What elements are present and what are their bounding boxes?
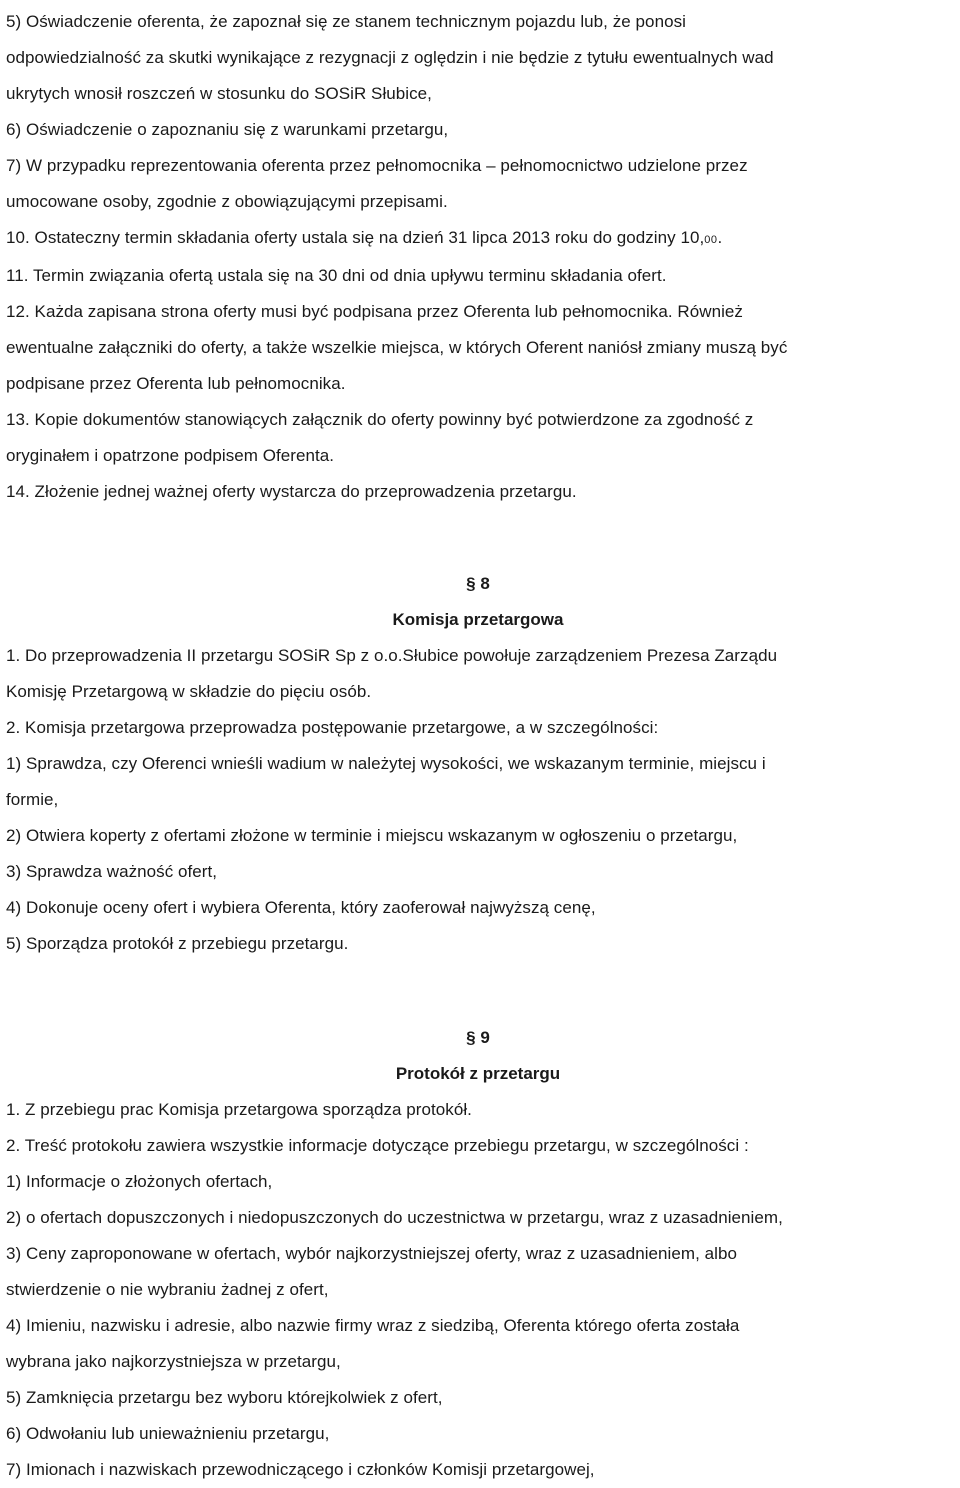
section-title: Komisja przetargowa xyxy=(392,610,564,629)
section-title: Protokół z przetargu xyxy=(395,1064,561,1083)
paragraph-line: wybrana jako najkorzystniejsza w przetargu, xyxy=(6,1352,341,1371)
paragraph-line: 3) Sprawdza ważność ofert, xyxy=(6,862,218,881)
paragraph-line: 1. Z przebiegu prac Komisja przetargowa sporządza protokół. xyxy=(6,1100,472,1119)
paragraph-line: Komisję Przetargową w składzie do pięciu osób. xyxy=(6,682,372,701)
paragraph-line: 3) Ceny zaproponowane w ofertach, wybór najkorzystniejszej oferty, wraz z uzasadnieniem, albo xyxy=(6,1244,737,1263)
paragraph-line: 12. Każda zapisana strona oferty musi być podpisana przez Oferenta lub pełnomocnika. Również xyxy=(6,302,743,321)
paragraph-line: ukrytych wnosił roszczeń w stosunku do SOSiR Słubice, xyxy=(6,84,432,103)
paragraph-line: odpowiedzialność za skutki wynikające z rezygnacji z oględzin i nie będzie z tytułu ewentualnych wad xyxy=(6,48,774,67)
paragraph-line: 1) Sprawdza, czy Oferenci wnieśli wadium w należytej wysokości, we wskazanym terminie, miejscu i xyxy=(6,754,766,773)
paragraph-line: 14. Złożenie jednej ważnej oferty wystarcza do przeprowadzenia przetargu. xyxy=(6,482,577,501)
paragraph-line: 13. Kopie dokumentów stanowiących załącznik do oferty powinny być potwierdzone za zgodność z xyxy=(6,410,754,429)
paragraph-line: 11. Termin związania ofertą ustala się na 30 dni od dnia upływu terminu składania ofert. xyxy=(6,266,667,285)
paragraph-line: formie, xyxy=(6,790,59,809)
paragraph-line: 6) Odwołaniu lub unieważnieniu przetargu, xyxy=(6,1424,330,1443)
paragraph-line: 1. Do przeprowadzenia II przetargu SOSiR Sp z o.o.Słubice powołuje zarządzeniem Prezesa Zarządu xyxy=(6,646,778,665)
section-spacer xyxy=(6,510,956,566)
paragraph-line: umocowane osoby, zgodnie z obowiązującymi przepisami. xyxy=(6,192,448,211)
paragraph-line: 7) Imionach i nazwiskach przewodniczącego i członków Komisji przetargowej, xyxy=(6,1460,595,1479)
paragraph-line: stwierdzenie o nie wybraniu żadnej z ofert, xyxy=(6,1280,329,1299)
section-number: § 8 xyxy=(466,574,490,593)
paragraph-line: 6) Oświadczenie o zapoznaniu się z warunkami przetargu, xyxy=(6,120,449,139)
deadline-tail: . xyxy=(717,228,723,247)
section-spacer xyxy=(6,962,956,1020)
paragraph-line: 5) Oświadczenie oferenta, że zapoznał się ze stanem technicznym pojazdu lub, że ponosi xyxy=(6,12,686,31)
paragraph-line: 5) Sporządza protokół z przebiegu przetargu. xyxy=(6,934,349,953)
paragraph-line: 5) Zamknięcia przetargu bez wyboru którejkolwiek z ofert, xyxy=(6,1388,443,1407)
paragraph-line: 2) Otwiera koperty z ofertami złożone w terminie i miejscu wskazanym w ogłoszeniu o przetargu, xyxy=(6,826,738,845)
paragraph-line: 1) Informacje o złożonych ofertach, xyxy=(6,1172,273,1191)
paragraph-line: 2. Treść protokołu zawiera wszystkie informacje dotyczące przebiegu przetargu, w szczególności : xyxy=(6,1136,749,1155)
paragraph-line: 4) Imieniu, nazwisku i adresie, albo nazwie firmy wraz z siedzibą, Oferenta którego oferta została xyxy=(6,1316,740,1335)
paragraph-line: 2. Komisja przetargowa przeprowadza postępowanie przetargowe, a w szczególności: xyxy=(6,718,659,737)
paragraph-line: 4) Dokonuje oceny ofert i wybiera Oferenta, który zaoferował najwyższą cenę, xyxy=(6,898,596,917)
paragraph-line: 7) W przypadku reprezentowania oferenta przez pełnomocnika – pełnomocnictwo udzielone przez xyxy=(6,156,748,175)
deadline-paragraph xyxy=(6,220,956,258)
paragraph-line: podpisane przez Oferenta lub pełnomocnika. xyxy=(6,374,346,393)
deadline-minutes: 00 xyxy=(704,234,718,246)
section-number: § 9 xyxy=(466,1028,490,1047)
document-page xyxy=(6,4,956,1488)
paragraph-line: 2) o ofertach dopuszczonych i niedopuszczonych do uczestnictwa w przetargu, wraz z uzasadnieniem, xyxy=(6,1208,783,1227)
paragraph-line: ewentualne załączniki do oferty, a także wszelkie miejsca, w których Oferent naniósł zmiany muszą być xyxy=(6,338,788,357)
paragraph-line: oryginałem i opatrzone podpisem Oferenta. xyxy=(6,446,335,465)
deadline-text: 10. Ostateczny termin składania oferty ustala się na dzień 31 lipca 2013 roku do godziny 10, xyxy=(6,228,705,247)
